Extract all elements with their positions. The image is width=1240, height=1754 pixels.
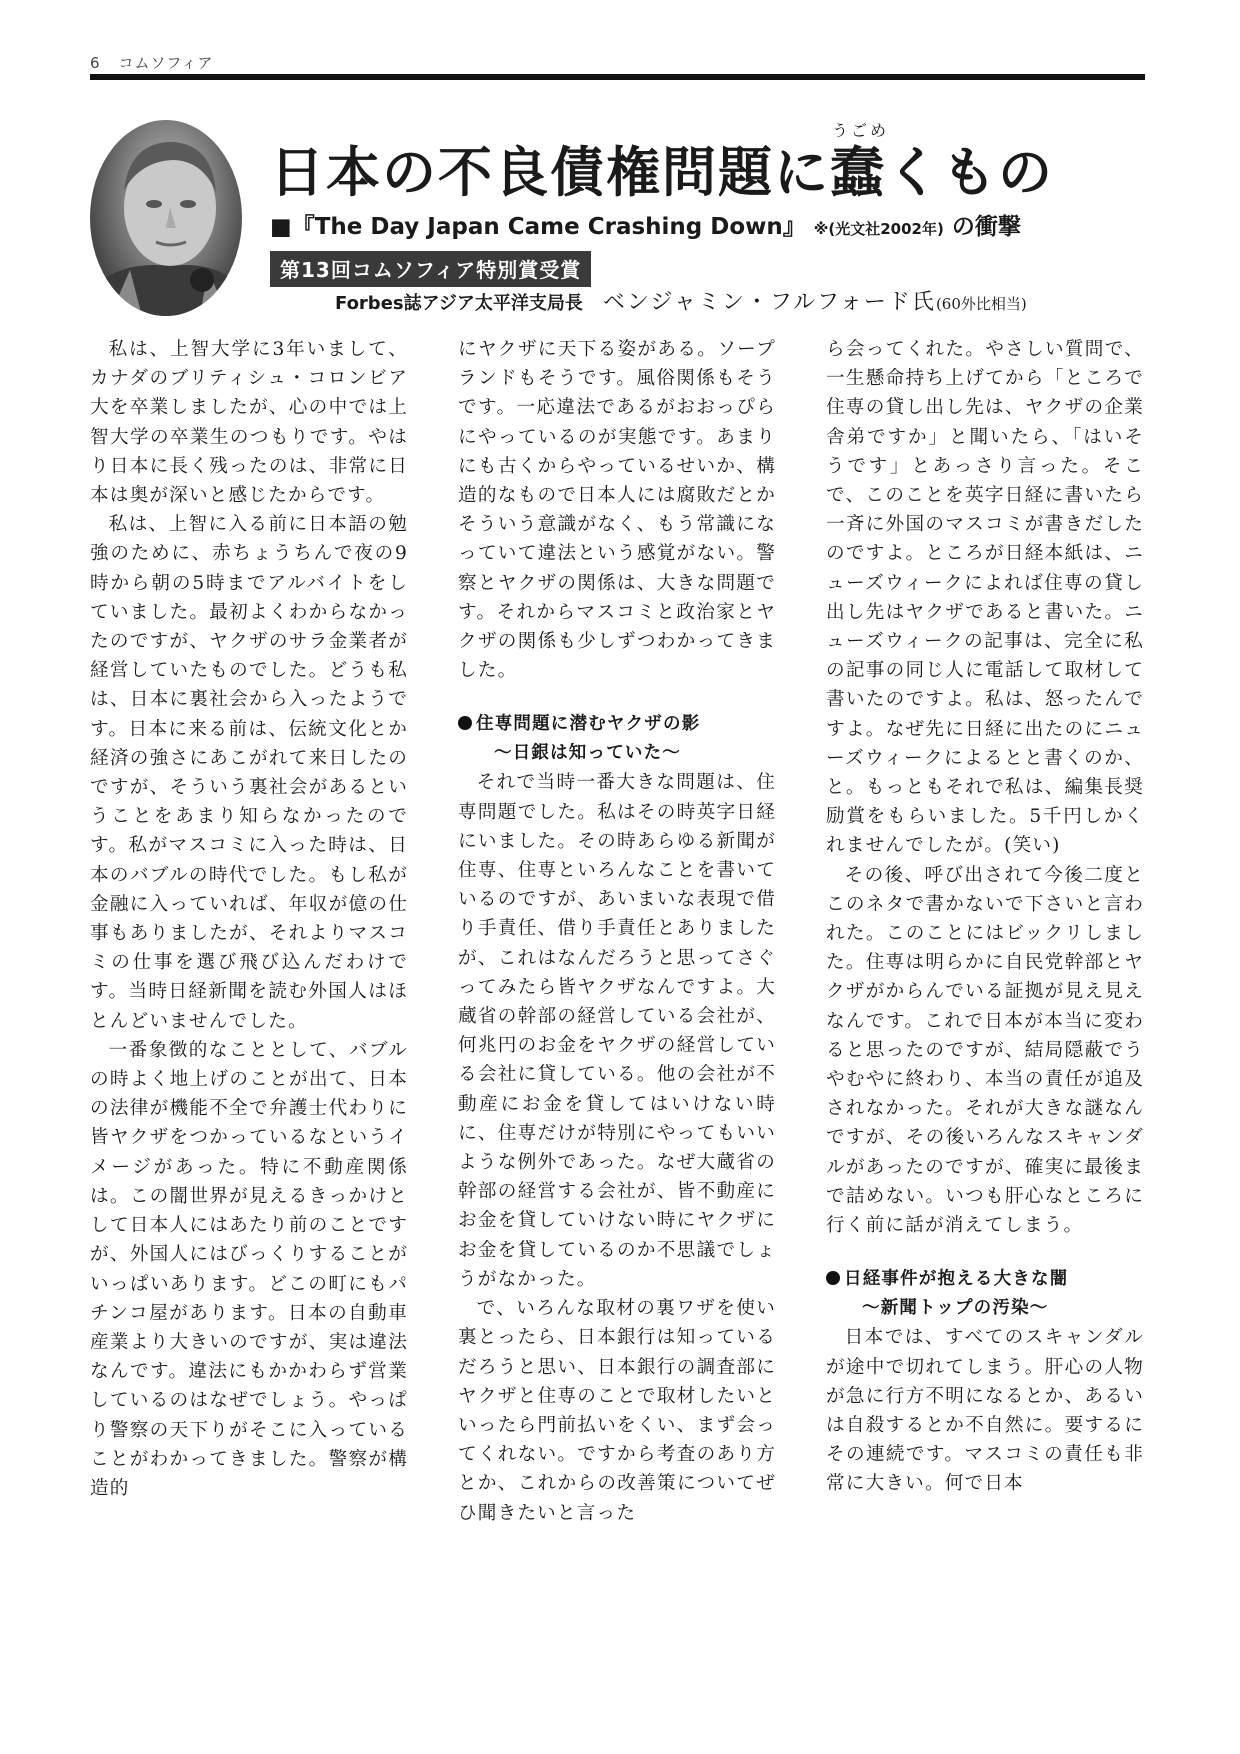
subtitle-publisher: ※(光文社2002年) [813, 220, 944, 238]
paragraph: にヤクザに天下る姿がある。ソープランドもそうです。風俗関係もそうです。一応違法であるがおおっぴらにやっているのが実態です。あまりにも古くからやっているせいか、構造的なもので日本人には腐敗だとかそういう意識がなく、もう常識になっていて違法という感覚がない。警察とヤクザの関係は、大きな問題です。それからマスコミと政治家とヤクザの関係も少しずつわかってきました。 [458, 339, 776, 682]
paragraph: 日本では、すべてのスキャンダルが途中で切れてしまう。肝心の人物が急に行方不明になるとか、あるいは自殺するとか不自然に。要するにその連続です。マスコミの責任も非常に大きい。何で日本 [826, 1327, 1144, 1495]
header-rule [90, 74, 1145, 80]
column-1 [90, 335, 408, 1503]
paragraph: それで当時一番大きな問題は、住専問題でした。私はその時英字日経にいました。その時あらゆる新聞が住専、住専といろんなことを書いているのですが、あいまいな表現で借り手責任、借り手責任とありましたが、これはなんだろうと思ってさぐってみたら皆ヤクザなんですよ。大蔵省の幹部の経営している会社が、何兆円のお金をヤクザの経営している会社に貸している。他の会社が不動産にお金を貸してはいけない時に、住専だけが特別にやってもいいような例外であった。なぜ大蔵省の幹部の経営する会社が、皆不動産にお金を貸していけない時にヤクザにお金を貸しているのか不思議でしょうがなかった。 [458, 772, 776, 1290]
subtitle-end: の衝撃 [951, 214, 1021, 240]
author-name: ベンジャミン・フルフォード氏 [602, 290, 936, 315]
paragraph: で、いろんな取材の裏ワザを使い裏とったら、日本銀行は知っているだろうと思い、日本銀行の調査部にヤクザと住専のことで取材したいといったら門前払いをくい、まず会ってくれない。ですから考査のあり方とか、これからの改善策についてぜひ聞きたいと言った [458, 1298, 776, 1524]
author-position: Forbes誌アジア太平洋支局長 [335, 293, 583, 314]
bullet-dot-icon [458, 716, 472, 730]
column-3 [826, 335, 1144, 1499]
author-note: (60外比相当) [935, 295, 1027, 313]
paragraph: 私は、上智に入る前に日本語の勉強のために、赤ちょうちんで夜の9時から朝の5時までアルバイトをしていました。最初よくわからなかったのですが、ヤクザのサラ金業者が経営していたものでした。どうも私は、日本に裏社会から入ったようです。日本に来る前は、伝統文化とか経済の強さにあこがれて来日したのですが、そういう裏社会があるということをあまり知らなかったのです。私がマスコミに入った時は、日本のバブルの時代でした。もし私が金融に入っていれば、年収が億の仕事もありましたが、それよりマスコミの仕事を選び飛び込んだわけです。当時日経新聞を読む外国人はほとんどいませんでした。 [90, 514, 408, 1032]
article-title: 日本の不良債権問題に蠢くもの [270, 140, 1054, 204]
subtitle-book: ■『The Day Japan Came Crashing Down』 [270, 214, 806, 240]
column-2 [458, 335, 776, 1528]
bullet-dot-icon [826, 1271, 840, 1285]
section-subheading: ～新聞トップの汚染～ [862, 1298, 1049, 1319]
section-heading: 日経事件が抱える大きな闇 [826, 1265, 1144, 1294]
paragraph: ら会ってくれた。やさしい質問で、一生懸命持ち上げてから「ところで住専の貸し出し先は、ヤクザの企業舎弟ですか」と聞いたら、「はいそうです」とあっさり言った。そこで、このことを英字日経に書いたら一斉に外国のマスコミが書きだしたのですよ。ところが日経本紙は、ニューズウィークによれば住専の貸し出し先はヤクザであると書いた。ニューズウィークの記事は、完全に私の記事の同じ人に電話して取材して書いたのですよ。私は、怒ったんですよ。なぜ先に日経に出たのにニューズウィークによるとと書くのか、と。もっともそれで私は、編集長奨励賞をもらいました。5千円しかくれませんでしたが。(笑い) [826, 339, 1144, 857]
title-block [270, 118, 1150, 287]
byline [335, 285, 1027, 316]
section-heading: 住専問題に潜むヤクザの影 [458, 710, 776, 739]
title-ruby: うごめ [832, 121, 890, 140]
paragraph: その後、呼び出されて今後二度とこのネタで書かないで下さいと言われた。このことにはビックリしました。住専は明らかに自民党幹部とヤクザがからんでいる証拠が見え見えなんです。これで日本が本当に変わると思ったのですが、結局隠蔽でうやむやに終わり、本当の責任が追及されなかった。それが大きな謎なんですが、その後いろんなスキャンダルがあったのですが、確実に最後まで詰めない。いつも肝心なところに行く前に話が消えてしまう。 [826, 864, 1144, 1237]
publication-name: コムソフィア [118, 54, 214, 72]
paragraph: 一番象徴的なこととして、バブルの時よく地上げのことが出て、日本の法律が機能不全で弁護士代わりに皆ヤクザをつかっているなというイメージがあった。特に不動産関係は。この闇世界が見えるきっかけとして日本人にはあたり前のことですが、外国人にはびっくりすることがいっぱいあります。どこの町にもパチンコ屋があります。日本の自動車産業より大きいのですが、実は違法なんです。違法にもかかわらず営業しているのはなぜでしょう。やっぱり警察の天下りがそこに入っていることがわかってきました。警察が構造的 [90, 1039, 408, 1499]
paragraph: 私は、上智大学に3年いまして、カナダのブリティシュ・コロンビア大を卒業しましたが、心の中では上智大学の卒業生のつもりです。やはり日本に長く残ったのは、非常に日本は奥が深いと感じたからです。 [90, 339, 408, 507]
page-number: 6 [90, 54, 101, 72]
author-portrait [90, 120, 242, 316]
running-head [90, 52, 213, 73]
award-banner: 第13回コムソフィア特別賞受賞 [270, 251, 591, 287]
section-subheading: ～日銀は知っていた～ [494, 743, 681, 764]
article-subtitle [270, 208, 1150, 241]
